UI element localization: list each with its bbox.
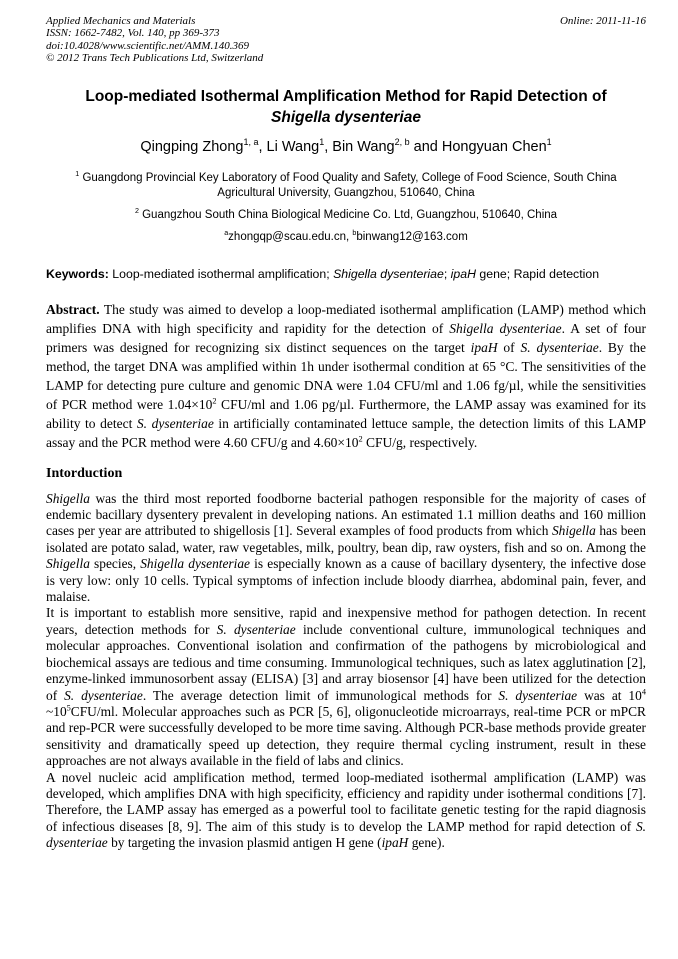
keywords-paragraph: Keywords: Loop-mediated isothermal amplification; Shigella dysenteriae; ipaH gene; Rapid detection <box>46 266 600 281</box>
abstract-paragraph: Abstract. The study was aimed to develop a loop-mediated isothermal amplification (LAMP) method which amplifies DNA with high specificity and rapidity for the detection of Shigella dysenteriae. A set of four primers was designed for recognizing six distinct sequences on the target ipaH of S. dysenteriae. By the method, the target DNA was amplified within 1h under isothermal condition at 65 °C. The sensitivities of the LAMP for detecting pure culture and genomic DNA were 1.04 CFU/ml and 1.06 fg/µl, while the sensitivities of PCR method were $1.04\times 10^2$ CFU/ml and 1.06 pg/µl. Furthermore, the LAMP assay was examined for its ability to detect S. dysenteriae in artificially contaminated lettuce sample, the detection limits of this LAMP assay and the PCR method were 4.60 CFU/g and $4.60\times 10^2$ CFU/g, respectively. <box>46 301 646 450</box>
affiliation-2: $^2$ Guangzhou South China Biological Medicine Co. Ltd, Guangzhou, 510640, China <box>134 206 558 221</box>
online-date: Online: 2011-11-16 <box>559 15 646 27</box>
journal-header <box>46 15 646 65</box>
paper-title-line2: Shigella dysenteriae <box>271 108 421 126</box>
paper-title-line1: Loop-mediated Isothermal Amplification Method for Rapid Detection of <box>85 87 607 105</box>
intro-paragraph-2: It is important to establish more sensitive, rapid and inexpensive method for pathogen detection. In recent years, detection methods for S. dysenteriae include conventional culture, immunological techniques and molecular approaches. Conventional isolation and confirmation of the pathogens by microbiological and biochemical assays are tedious and time consuming. Immunological techniques, such as latex agglutination [2], enzyme-linked immunosorbent assay (ELISA) [3] and array biosensor [4] have been utilized for the detection of S. dysenteriae. The average detection limit of immunological methods for S. dysenteriae was at $10^4$ $\sim 10^5CFU/ml$. Molecular approaches such as PCR [5, 6], oligonucleotide microarrays, real-time PCR or mPCR and rep-PCR were successfully developed to be more time saving. Although PCR-base methods provide greater sensitivity and dramatically speed up detection, they require thermal cycling instrument, result in these approaches are not always available in the field of labs and clinics. <box>46 605 646 769</box>
intro-paragraph-1: Shigella was the third most reported foodborne bacterial pathogen responsible for the majority of cases of endemic bacillary dysentery prevalent in developing nations. An estimated 1.1 million deaths and 160 million cases per year are attributed to shigellosis [1]. Several examples of food products from which Shigella has been isolated are potato salad, water, raw vegetables, milk, poultry, bean dip, raw oysters, fish and so on. Among the Shigella species, Shigella dysenteriae is especially known as a cause of bacillary dysentery, the infective dose is very low: only 10 cells. Typical symptoms of infection include bloody diarrhea, abdominal pain, fever, and malaise. <box>46 490 646 605</box>
authors-line: Qingping Zhong$^{1, a}$, Li Wang$^1$, Bin Wang$^{2, b}$ and Hongyuan Chen$^1$ <box>140 136 552 155</box>
paper-title <box>46 86 646 128</box>
author-emails: $^a$zhongqp@scau.edu.cn, $^b$binwang12@163.com <box>224 228 468 243</box>
intro-paragraph-3: A novel nucleic acid amplification method, termed loop-mediated isothermal amplification (LAMP) was developed, which amplifies DNA with high specificity, efficiency and rapidity under isothermal conditions [7]. Therefore, the LAMP assay has emerged as a powerful tool to facilitate genetic testing for the rapid diagnosis of infectious diseases [8, 9]. The aim of this study is to develop the LAMP method for rapid detection of S. dysenteriae by targeting the invasion plasmid antigen H gene (ipaH gene). <box>46 769 646 851</box>
doi-line: doi:10.4028/www.scientific.net/AMM.140.369 <box>46 39 249 52</box>
section-heading-introduction: Intorduction <box>46 465 123 481</box>
affiliation-1: $^1$ Guangdong Provincial Key Laboratory of Food Quality and Safety, College of Food Science, South China Agricultural University, Guangzhou, 510640, China <box>75 169 617 199</box>
journal-title: Applied Mechanics and Materials <box>46 15 196 27</box>
issn-volume-line: ISSN: 1662-7482, Vol. 140, pp 369-373 <box>46 27 220 40</box>
journal-header-left <box>46 15 263 65</box>
copyright-line: © 2012 Trans Tech Publications Ltd, Switzerland <box>46 52 264 65</box>
